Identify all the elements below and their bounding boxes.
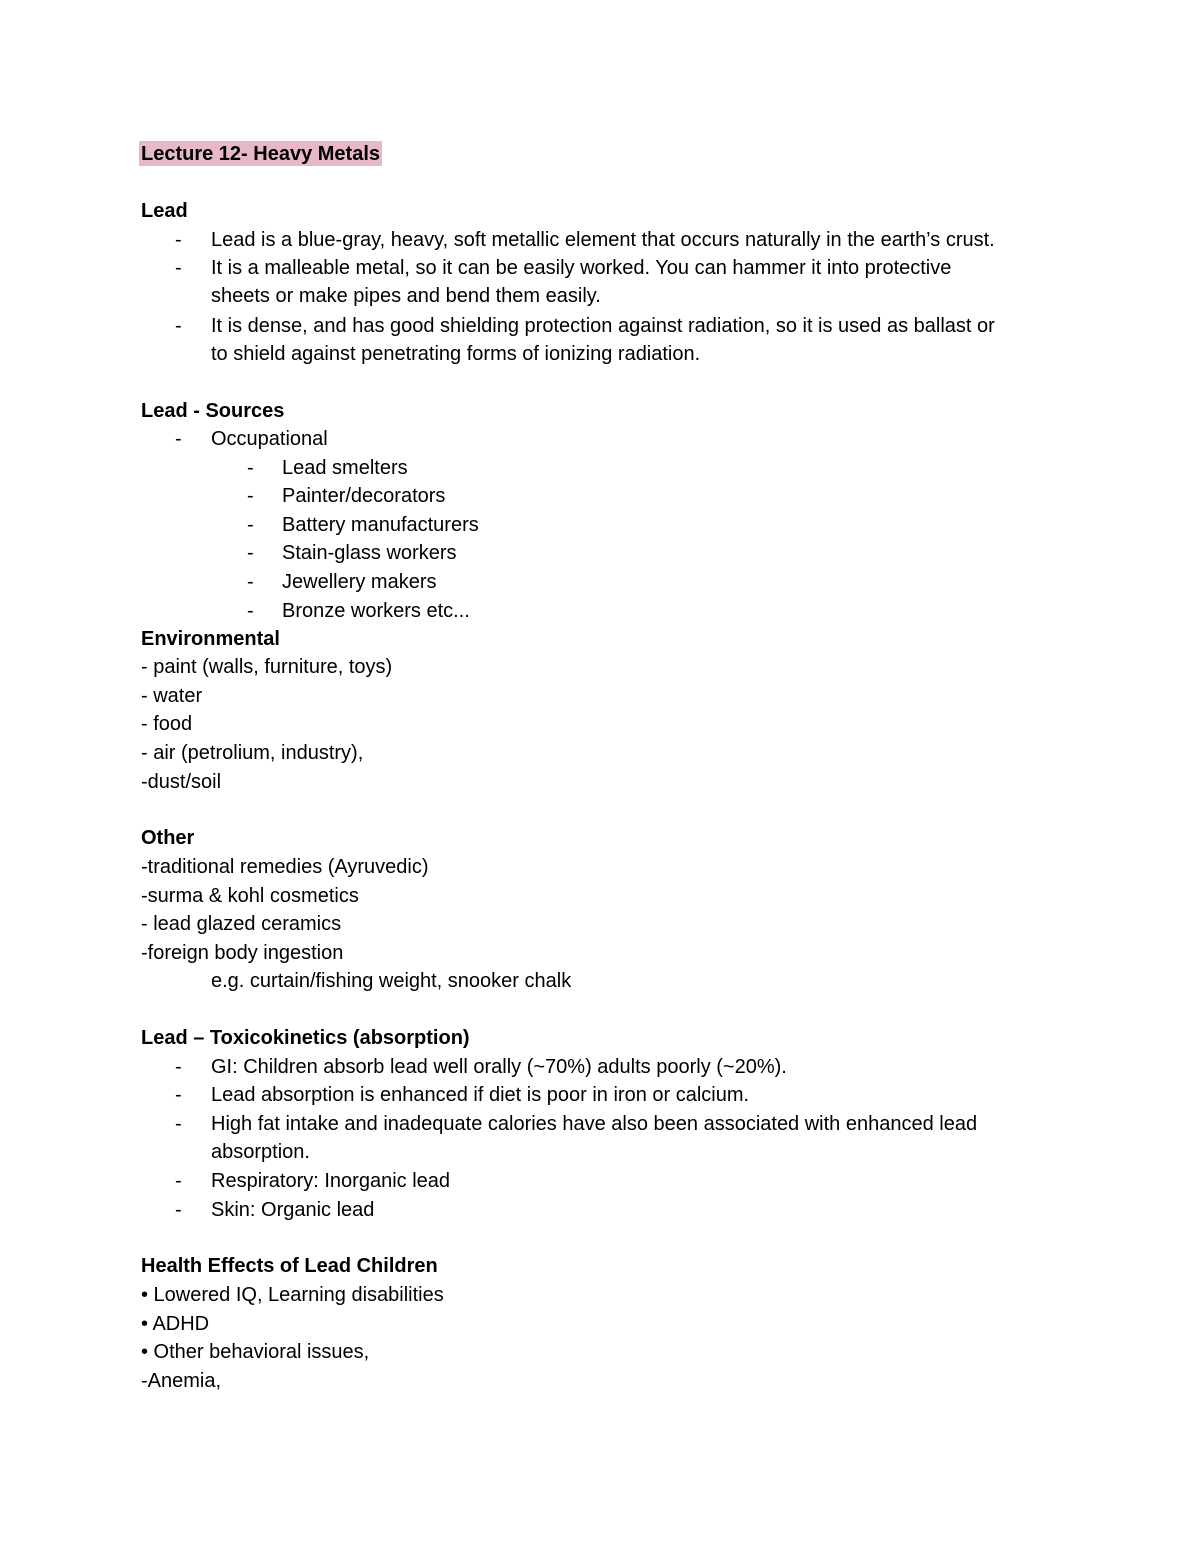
environmental-item: - water <box>141 685 203 707</box>
occupational-label: Occupational <box>211 428 328 450</box>
bullet-dash: - <box>247 514 254 536</box>
bullet-dash: - <box>175 315 182 337</box>
lead-item-continued: to shield against penetrating forms of ionizing radiation. <box>211 343 701 365</box>
other-item: -surma & kohl cosmetics <box>141 885 359 907</box>
toxicokinetics-item: Skin: Organic lead <box>211 1199 375 1221</box>
toxicokinetics-item: Lead absorption is enhanced if diet is poor in iron or calcium. <box>211 1084 750 1106</box>
occupation-item: Jewellery makers <box>282 571 437 593</box>
environmental-item: - paint (walls, furniture, toys) <box>141 656 393 678</box>
lead-heading: Lead <box>141 200 188 222</box>
toxicokinetics-item: GI: Children absorb lead well orally (~70%) adults poorly (~20%). <box>211 1056 787 1078</box>
toxicokinetics-item: Respiratory: Inorganic lead <box>211 1170 451 1192</box>
bullet-dash: - <box>247 485 254 507</box>
environmental-item: -dust/soil <box>141 771 222 793</box>
environmental-heading: Environmental <box>141 628 280 650</box>
sources-heading: Lead - Sources <box>141 400 285 422</box>
other-heading: Other <box>141 827 195 849</box>
bullet-dash: - <box>175 1170 182 1192</box>
bullet-dash: - <box>175 1056 182 1078</box>
lead-item: It is dense, and has good shielding protection against radiation, so it is used as ballast or <box>211 315 995 337</box>
bullet-dash: - <box>247 542 254 564</box>
occupation-item: Stain-glass workers <box>282 542 457 564</box>
other-item: -traditional remedies (Ayruvedic) <box>141 856 429 878</box>
bullet-dash: - <box>247 600 254 622</box>
title-highlight: Lecture 12- Heavy Metals <box>141 143 381 165</box>
occupation-item: Battery manufacturers <box>282 514 479 536</box>
bullet-dash: - <box>175 1199 182 1221</box>
bullet-dash: - <box>175 229 182 251</box>
health-heading: Health Effects of Lead Children <box>141 1255 438 1277</box>
bullet-dash: - <box>247 571 254 593</box>
environmental-item: - air (petrolium, industry), <box>141 742 364 764</box>
occupation-item: Lead smelters <box>282 457 408 479</box>
bullet-dash: - <box>175 1113 182 1135</box>
health-item: -Anemia, <box>141 1370 222 1392</box>
other-item: -foreign body ingestion <box>141 942 344 964</box>
health-item: • Other behavioral issues, <box>141 1341 370 1363</box>
occupation-item: Painter/decorators <box>282 485 446 507</box>
bullet-dash: - <box>175 1084 182 1106</box>
lead-item: Lead is a blue-gray, heavy, soft metallic element that occurs naturally in the earth’s crust. <box>211 229 995 251</box>
environmental-item: - food <box>141 713 193 735</box>
other-example: e.g. curtain/fishing weight, snooker chalk <box>211 970 572 992</box>
health-item: • Lowered IQ, Learning disabilities <box>141 1284 444 1306</box>
other-item: - lead glazed ceramics <box>141 913 342 935</box>
toxicokinetics-heading: Lead – Toxicokinetics (absorption) <box>141 1027 470 1049</box>
lead-item-continued: sheets or make pipes and bend them easily. <box>211 285 601 307</box>
toxicokinetics-item: High fat intake and inadequate calories have also been associated with enhanced lead <box>211 1113 978 1135</box>
bullet-dash: - <box>247 457 254 479</box>
lead-item: It is a malleable metal, so it can be easily worked. You can hammer it into protective <box>211 257 952 279</box>
health-item: • ADHD <box>141 1313 210 1335</box>
bullet-dash: - <box>175 428 182 450</box>
document-title <box>141 141 382 166</box>
bullet-dash: - <box>175 257 182 279</box>
toxicokinetics-item-continued: absorption. <box>211 1141 310 1163</box>
occupation-item: Bronze workers etc... <box>282 600 470 622</box>
